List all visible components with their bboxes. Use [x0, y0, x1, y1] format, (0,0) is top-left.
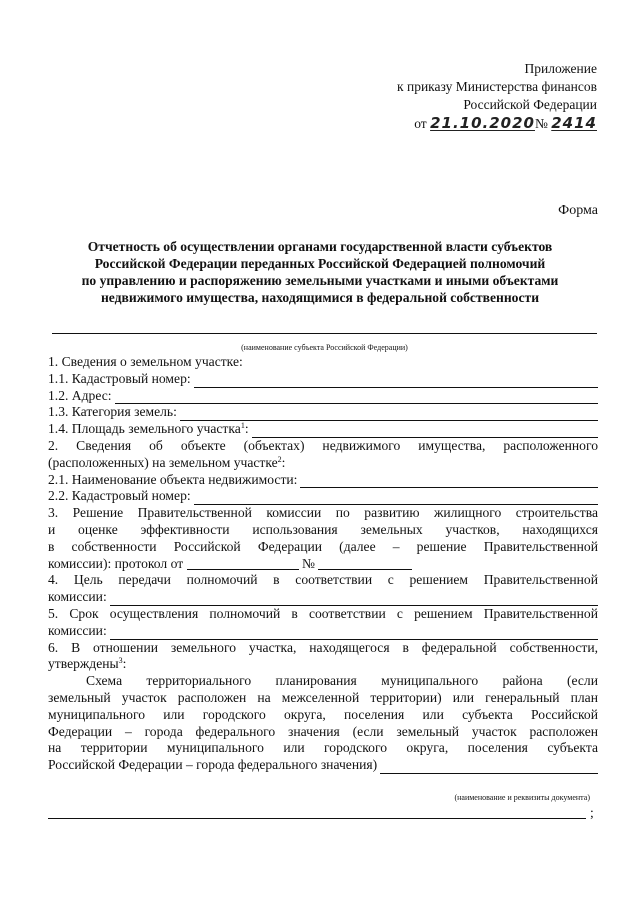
section-1-1: [48, 371, 598, 388]
object-cadastral-label: 2.2. Кадастровый номер:: [48, 488, 191, 504]
form-body: [48, 354, 598, 774]
subject-caption: (наименование субъекта Российской Федерации): [241, 343, 408, 352]
approved-colon: :: [122, 656, 127, 672]
paragraph-line-f: [48, 757, 598, 774]
object-cadastral-field[interactable]: [194, 492, 598, 505]
protocol-number-sign: №: [301, 555, 315, 571]
number-sign: №: [534, 116, 548, 131]
footnote-3: 3: [118, 656, 123, 666]
protocol-number-field[interactable]: [318, 557, 412, 570]
section-6-line-b: [48, 656, 598, 673]
paragraph-line-b: земельный участок расположен на межселенной территории) или генеральный план: [48, 689, 598, 705]
handwritten-date: 21.10.2020: [430, 114, 535, 132]
section-2-colon: :: [281, 454, 286, 470]
handwritten-number: 2414: [551, 114, 597, 132]
section-1-3: [48, 404, 598, 421]
form-label: Форма: [558, 203, 598, 218]
object-name-label: 2.1. Наименование объекта недвижимости:: [48, 471, 298, 487]
appendix-line-3: Российской Федерации: [463, 97, 597, 112]
title-line-3: по управлению и распоряжению земельными участками и иными объектами: [81, 273, 559, 288]
section-1-2: [48, 388, 598, 405]
section-6-line-a: 6. В отношении земельного участка, находящегося в федеральной собственности,: [48, 639, 598, 655]
appendix-line-1: Приложение: [524, 61, 597, 76]
section-2-1: [48, 472, 598, 489]
document-caption: (наименование и реквизиты документа): [454, 793, 590, 802]
cadastral-number-label: 1.1. Кадастровый номер:: [48, 370, 191, 386]
document-title: [40, 238, 600, 306]
appendix-line-2: к приказу Министерства финансов: [397, 79, 597, 94]
land-category-label: 1.3. Категория земель:: [48, 404, 177, 420]
date-prefix: от: [414, 116, 427, 131]
document-details-field[interactable]: [48, 817, 586, 819]
appendix-header: [397, 60, 597, 133]
cadastral-number-field[interactable]: [194, 375, 598, 388]
protocol-label: комиссии): протокол от: [48, 555, 184, 571]
section-3-line-b: и оценке эффективности использования земельных участков, находящихся: [48, 521, 598, 537]
section-1-heading: [48, 354, 598, 371]
section-1-text: 1. Сведения о земельном участке:: [48, 354, 243, 369]
section-3-line-a: 3. Решение Правительственной комиссии по развитию жилищного строительства: [48, 505, 598, 521]
section-1-4: [48, 421, 598, 438]
subject-name-field[interactable]: [52, 332, 597, 334]
address-label: 1.2. Адрес:: [48, 387, 112, 403]
area-label: [48, 421, 249, 438]
approved-label: утверждены: [48, 656, 119, 672]
title-line-1: Отчетность об осуществлении органами государственной власти субъектов: [87, 239, 553, 254]
title-line-2: Российской Федерации переданных Российской Федерацией полномочий: [94, 256, 546, 271]
protocol-date-field[interactable]: [187, 557, 299, 570]
section-5-line-a: 5. Срок осуществления полномочий в соответствии с решением Правительственной: [48, 605, 598, 621]
section-2-text-b: (расположенных) на земельном участке: [48, 454, 278, 470]
section-4-line-a: 4. Цель передачи полномочий в соответствии с решением Правительственной: [48, 572, 598, 588]
paragraph-line-c: муниципального или городского округа, поселения или субъекта Российской: [48, 706, 598, 722]
address-field[interactable]: [115, 391, 598, 404]
section-2-line-b: [48, 455, 598, 472]
section-3-line-d: [48, 556, 598, 573]
area-field[interactable]: [252, 425, 598, 438]
footnote-2: 2: [277, 454, 282, 464]
section-3-line-c: в собственности Российской Федерации (далее – решение Правительственной: [48, 538, 598, 554]
land-category-field[interactable]: [180, 408, 598, 421]
purpose-label: комиссии:: [48, 589, 107, 605]
paragraph-text-f: Российской Федерации – города федерального значения): [48, 757, 378, 773]
document-name-field[interactable]: [380, 761, 598, 774]
paragraph-line-e: на территории муниципального или городского округа, поселения субъекта: [48, 740, 598, 756]
object-name-field[interactable]: [300, 475, 598, 488]
area-label-text: 1.4. Площадь земельного участка: [48, 421, 241, 437]
area-colon: :: [244, 421, 249, 437]
section-4-line-b: [48, 589, 598, 606]
purpose-field[interactable]: [110, 593, 598, 606]
appendix-date-line: [397, 114, 597, 133]
section-2-line-a: 2. Сведения об объекте (объектах) недвижимого имущества, расположенного: [48, 437, 598, 453]
section-5-line-b: [48, 623, 598, 640]
final-semicolon: ;: [590, 805, 594, 820]
section-2-2: [48, 488, 598, 505]
term-field[interactable]: [110, 627, 598, 640]
footnote-1: 1: [240, 421, 245, 431]
paragraph-line-d: Федерации – города федерального значения (если земельный участок расположен: [48, 723, 598, 739]
term-label: комиссии:: [48, 622, 107, 638]
title-line-4: недвижимого имущества, находящимися в федеральной собственности: [100, 290, 540, 305]
paragraph-line-a: Схема территориального планирования муниципального района (если: [86, 673, 598, 689]
